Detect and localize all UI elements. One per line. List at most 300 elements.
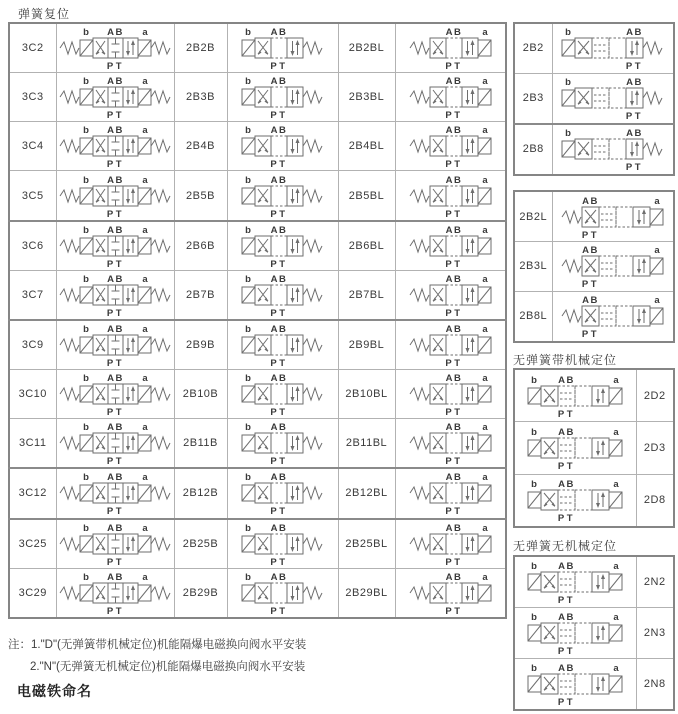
- svg-text:PT: PT: [270, 506, 288, 517]
- valve-symbol-wb: [560, 126, 665, 172]
- svg-text:PT: PT: [106, 208, 124, 219]
- valve-symbol-dd: [526, 477, 624, 523]
- svg-text:a: a: [141, 273, 148, 285]
- svg-text:b: b: [245, 125, 251, 137]
- right-table-row: [514, 422, 674, 474]
- model-code-model_3pos: 3C11: [9, 419, 56, 469]
- svg-text:PT: PT: [270, 208, 288, 219]
- svg-text:AB: AB: [445, 472, 463, 484]
- model-code-model_2pos_b: 2B25B: [174, 519, 227, 569]
- svg-text:b: b: [245, 76, 251, 88]
- valve-symbol-cell: [514, 474, 636, 527]
- svg-text:b: b: [531, 479, 538, 491]
- model-code: 2N8: [636, 658, 674, 710]
- right-table-row: [514, 369, 674, 422]
- svg-text:PT: PT: [445, 307, 463, 318]
- valve-symbol-cell: [227, 221, 338, 271]
- valve-symbol-b2: [240, 173, 325, 219]
- model-code-model_2pos_b: 2B3B: [174, 73, 227, 122]
- svg-text:PT: PT: [445, 605, 463, 616]
- svg-text:b: b: [245, 522, 251, 534]
- valve-symbol-b2: [240, 223, 325, 269]
- main-table-row: [9, 122, 506, 171]
- svg-text:AB: AB: [106, 174, 124, 186]
- right-table-row: [514, 23, 674, 73]
- section-title-detent: 无弹簧带机械定位: [513, 353, 618, 367]
- model-code-model_3pos: 3C12: [9, 468, 56, 518]
- svg-text:b: b: [245, 571, 251, 583]
- valve-symbol-cell: [552, 191, 674, 242]
- svg-text:AB: AB: [270, 472, 288, 484]
- svg-text:a: a: [482, 373, 488, 385]
- valve-symbol-cell: [552, 291, 674, 342]
- svg-text:b: b: [565, 128, 572, 140]
- svg-text:PT: PT: [558, 696, 576, 707]
- svg-text:AB: AB: [106, 76, 124, 88]
- valve-symbol-a2: [408, 272, 493, 318]
- svg-text:AB: AB: [106, 224, 124, 236]
- valve-symbol-cell: [227, 23, 338, 73]
- valve-symbol-a2: [408, 420, 493, 466]
- svg-text:PT: PT: [106, 110, 124, 121]
- svg-text:a: a: [654, 245, 660, 257]
- right-table-row: [514, 242, 674, 292]
- model-code-model_3pos: 3C7: [9, 270, 56, 320]
- svg-text:PT: PT: [106, 258, 124, 269]
- svg-text:PT: PT: [445, 110, 463, 121]
- right-table-row: [514, 73, 674, 123]
- main-table-row: [9, 320, 506, 370]
- svg-text:AB: AB: [582, 195, 600, 207]
- valve-symbol-wa: [560, 194, 665, 240]
- svg-text:AB: AB: [445, 125, 463, 137]
- svg-text:a: a: [482, 224, 488, 236]
- svg-text:AB: AB: [106, 323, 124, 335]
- right-table-row: [514, 658, 674, 710]
- valve-symbol-cell: [514, 608, 636, 659]
- right-table-row: [514, 556, 674, 608]
- svg-text:PT: PT: [445, 258, 463, 269]
- svg-text:PT: PT: [106, 407, 124, 418]
- svg-text:a: a: [482, 174, 488, 186]
- svg-text:b: b: [245, 323, 251, 335]
- valve-symbol-cell: [552, 124, 674, 175]
- valve-symbol-a2: [408, 25, 493, 71]
- svg-text:a: a: [613, 374, 619, 386]
- valve-symbol-cell: [56, 221, 174, 271]
- valve-symbol-cell: [395, 122, 506, 171]
- svg-text:PT: PT: [270, 605, 288, 616]
- model-code-model_2pos_a: 2B9BL: [338, 320, 395, 370]
- model-code-model_2pos_b: 2B29B: [174, 568, 227, 618]
- svg-text:AB: AB: [445, 273, 463, 285]
- valve-symbol-b2: [240, 371, 325, 417]
- svg-text:b: b: [82, 422, 89, 434]
- model-code-model_2pos_b: 2B9B: [174, 320, 227, 370]
- svg-text:a: a: [141, 522, 148, 534]
- svg-text:a: a: [613, 611, 619, 623]
- svg-text:b: b: [82, 323, 89, 335]
- right-table-row: [514, 291, 674, 342]
- svg-text:b: b: [82, 224, 89, 236]
- valve-symbol-c3: [58, 74, 173, 120]
- valve-symbol-dd: [526, 425, 624, 471]
- valve-symbol-cell: [395, 270, 506, 320]
- svg-text:AB: AB: [445, 224, 463, 236]
- no-detent-table: [513, 555, 675, 711]
- svg-text:b: b: [531, 611, 538, 623]
- svg-text:b: b: [82, 472, 89, 484]
- svg-text:AB: AB: [106, 273, 124, 285]
- svg-text:a: a: [141, 224, 148, 236]
- valve-symbol-b2: [240, 420, 325, 466]
- svg-text:AB: AB: [558, 662, 576, 674]
- svg-text:b: b: [531, 426, 538, 438]
- svg-text:PT: PT: [445, 556, 463, 567]
- svg-text:PT: PT: [445, 159, 463, 170]
- svg-text:b: b: [245, 373, 251, 385]
- svg-text:PT: PT: [106, 456, 124, 467]
- svg-text:PT: PT: [270, 110, 288, 121]
- svg-text:PT: PT: [558, 513, 576, 524]
- model-code-model_2pos_a: 2B2BL: [338, 23, 395, 73]
- valve-symbol-a2: [408, 570, 493, 616]
- main-table-row: [9, 73, 506, 122]
- right-table-row: [514, 124, 674, 175]
- main-valve-table: [8, 22, 507, 619]
- valve-symbol-cell: [227, 320, 338, 370]
- model-code: 2B8L: [514, 291, 552, 342]
- model-code-model_2pos_a: 2B10BL: [338, 370, 395, 419]
- valve-symbol-cell: [395, 419, 506, 469]
- svg-text:PT: PT: [270, 456, 288, 467]
- valve-symbol-c3: [58, 173, 173, 219]
- valve-symbol-cell: [514, 658, 636, 710]
- svg-text:AB: AB: [270, 27, 288, 39]
- valve-symbol-wa: [560, 243, 665, 289]
- valve-symbol-cell: [56, 568, 174, 618]
- svg-text:PT: PT: [626, 111, 644, 122]
- right-table-row: [514, 474, 674, 527]
- svg-text:PT: PT: [270, 357, 288, 368]
- valve-symbol-b2: [240, 272, 325, 318]
- svg-text:b: b: [82, 174, 89, 186]
- model-code-model_3pos: 3C10: [9, 370, 56, 419]
- svg-text:AB: AB: [270, 522, 288, 534]
- valve-symbol-cell: [227, 270, 338, 320]
- installation-notes: [8, 634, 306, 678]
- svg-text:AB: AB: [270, 571, 288, 583]
- svg-text:b: b: [82, 273, 89, 285]
- detent-table-body: [514, 369, 674, 527]
- svg-text:a: a: [141, 27, 148, 39]
- valve-symbol-cell: [56, 122, 174, 171]
- svg-text:PT: PT: [106, 307, 124, 318]
- footer-title-solenoid-naming: 电磁铁命名: [17, 683, 92, 699]
- svg-text:AB: AB: [106, 571, 124, 583]
- svg-text:a: a: [482, 571, 488, 583]
- model-code-model_2pos_b: 2B11B: [174, 419, 227, 469]
- main-table-row: [9, 221, 506, 271]
- model-code-model_2pos_a: 2B12BL: [338, 468, 395, 518]
- valve-symbol-cell: [395, 171, 506, 221]
- svg-text:a: a: [141, 323, 148, 335]
- valve-symbol-b2: [240, 322, 325, 368]
- valve-symbol-cell: [395, 73, 506, 122]
- model-code-model_2pos_b: 2B2B: [174, 23, 227, 73]
- svg-text:AB: AB: [558, 479, 576, 491]
- valve-symbol-c3: [58, 371, 173, 417]
- section-title-spring-return: 弹簧复位: [18, 7, 71, 21]
- svg-text:PT: PT: [558, 645, 576, 656]
- right-table-row: [514, 608, 674, 659]
- valve-symbol-cell: [395, 468, 506, 518]
- model-code: 2B8: [514, 124, 552, 175]
- model-code: 2D2: [636, 369, 674, 422]
- no-detent-table-body: [514, 556, 674, 710]
- svg-text:PT: PT: [270, 159, 288, 170]
- model-code-model_2pos_a: 2B11BL: [338, 419, 395, 469]
- main-table-row: [9, 23, 506, 73]
- svg-text:PT: PT: [270, 61, 288, 72]
- svg-text:b: b: [531, 662, 538, 674]
- svg-text:b: b: [82, 522, 89, 534]
- valve-symbol-cell: [395, 568, 506, 618]
- main-table-row: [9, 171, 506, 221]
- valve-symbol-cell: [56, 171, 174, 221]
- valve-symbol-wb: [560, 75, 665, 121]
- svg-text:a: a: [141, 174, 148, 186]
- valve-symbol-cell: [56, 519, 174, 569]
- valve-symbol-cell: [514, 556, 636, 608]
- svg-text:AB: AB: [445, 323, 463, 335]
- model-code-model_2pos_a: 2B7BL: [338, 270, 395, 320]
- svg-text:a: a: [482, 323, 488, 335]
- svg-text:b: b: [245, 27, 251, 39]
- spring-left-table-body: [514, 191, 674, 342]
- svg-text:a: a: [141, 472, 148, 484]
- svg-text:AB: AB: [445, 571, 463, 583]
- spring-right-table-body: [514, 23, 674, 175]
- svg-text:a: a: [141, 571, 148, 583]
- model-code: 2B2: [514, 23, 552, 73]
- svg-text:PT: PT: [106, 506, 124, 517]
- svg-text:a: a: [141, 125, 148, 137]
- svg-text:a: a: [613, 561, 619, 572]
- valve-symbol-cell: [514, 422, 636, 474]
- svg-text:AB: AB: [106, 125, 124, 137]
- svg-text:b: b: [531, 561, 538, 572]
- svg-text:PT: PT: [106, 605, 124, 616]
- valve-symbol-b2: [240, 25, 325, 71]
- valve-symbol-a2: [408, 521, 493, 567]
- svg-text:a: a: [482, 125, 488, 137]
- model-code-model_2pos_a: 2B29BL: [338, 568, 395, 618]
- valve-symbol-a2: [408, 470, 493, 516]
- svg-text:AB: AB: [558, 611, 576, 623]
- svg-text:PT: PT: [445, 61, 463, 72]
- spring-right-table: [513, 22, 675, 176]
- svg-text:b: b: [82, 571, 89, 583]
- main-table-row: [9, 568, 506, 618]
- model-code-model_3pos: 3C9: [9, 320, 56, 370]
- main-table-row: [9, 468, 506, 518]
- valve-symbol-cell: [56, 73, 174, 122]
- valve-symbol-cell: [56, 23, 174, 73]
- model-code-model_2pos_b: 2B12B: [174, 468, 227, 518]
- valve-symbol-cell: [552, 242, 674, 292]
- valve-symbol-cell: [395, 221, 506, 271]
- svg-text:PT: PT: [582, 229, 600, 240]
- section-title-no-detent: 无弹簧无机械定位: [513, 539, 618, 553]
- svg-text:b: b: [82, 373, 89, 385]
- svg-text:a: a: [141, 373, 148, 385]
- svg-text:AB: AB: [558, 374, 576, 386]
- main-table-body: [9, 23, 506, 618]
- model-code-model_3pos: 3C3: [9, 73, 56, 122]
- svg-text:AB: AB: [106, 472, 124, 484]
- svg-text:PT: PT: [445, 357, 463, 368]
- svg-text:PT: PT: [270, 407, 288, 418]
- valve-symbol-c3: [58, 570, 173, 616]
- svg-text:AB: AB: [270, 224, 288, 236]
- svg-text:PT: PT: [106, 61, 124, 72]
- svg-text:AB: AB: [270, 422, 288, 434]
- svg-text:PT: PT: [106, 357, 124, 368]
- model-code-model_2pos_b: 2B7B: [174, 270, 227, 320]
- svg-text:a: a: [482, 422, 488, 434]
- valve-symbol-cell: [227, 171, 338, 221]
- main-table-row: [9, 419, 506, 469]
- valve-symbol-b2: [240, 570, 325, 616]
- valve-symbol-cell: [227, 568, 338, 618]
- model-code-model_2pos_b: 2B5B: [174, 171, 227, 221]
- model-code: 2D8: [636, 474, 674, 527]
- valve-symbol-cell: [56, 468, 174, 518]
- svg-text:b: b: [565, 27, 572, 39]
- valve-symbol-dd: [526, 373, 624, 419]
- svg-text:AB: AB: [445, 27, 463, 39]
- svg-text:PT: PT: [558, 595, 576, 605]
- valve-symbol-b2: [240, 123, 325, 169]
- svg-text:PT: PT: [558, 408, 576, 419]
- model-code-model_2pos_b: 2B4B: [174, 122, 227, 171]
- valve-symbol-b2: [240, 74, 325, 120]
- valve-symbol-b2: [240, 521, 325, 567]
- svg-text:PT: PT: [270, 307, 288, 318]
- model-code-model_2pos_a: 2B4BL: [338, 122, 395, 171]
- svg-text:b: b: [245, 472, 251, 484]
- model-code-model_2pos_a: 2B3BL: [338, 73, 395, 122]
- valve-symbol-cell: [395, 519, 506, 569]
- svg-text:AB: AB: [582, 245, 600, 257]
- valve-symbol-a2: [408, 173, 493, 219]
- valve-symbol-cell: [552, 73, 674, 123]
- model-code: 2N3: [636, 608, 674, 659]
- model-code-model_3pos: 3C25: [9, 519, 56, 569]
- svg-text:AB: AB: [445, 174, 463, 186]
- valve-symbol-wb: [560, 25, 665, 71]
- model-code: 2N2: [636, 556, 674, 608]
- model-code-model_2pos_a: 2B6BL: [338, 221, 395, 271]
- svg-text:a: a: [613, 426, 619, 438]
- spring-left-table: [513, 190, 675, 343]
- svg-text:AB: AB: [626, 77, 644, 89]
- svg-text:PT: PT: [106, 556, 124, 567]
- svg-text:b: b: [245, 174, 251, 186]
- svg-text:a: a: [141, 76, 148, 88]
- svg-text:PT: PT: [445, 506, 463, 517]
- svg-text:a: a: [141, 422, 148, 434]
- valve-symbol-dd: [526, 661, 624, 707]
- valve-symbol-c3: [58, 420, 173, 466]
- valve-symbol-cell: [227, 419, 338, 469]
- valve-symbol-c3: [58, 322, 173, 368]
- valve-symbol-c3: [58, 272, 173, 318]
- valve-symbol-c3: [58, 25, 173, 71]
- svg-text:PT: PT: [558, 460, 576, 471]
- model-code-model_2pos_b: 2B10B: [174, 370, 227, 419]
- valve-symbol-a2: [408, 322, 493, 368]
- note-line-2: 2."N"(无弹簧无机械定位)机能隔爆电磁换向阀水平安装: [30, 661, 306, 673]
- svg-text:AB: AB: [106, 522, 124, 534]
- valve-symbol-cell: [227, 519, 338, 569]
- svg-text:a: a: [482, 273, 488, 285]
- model-code: 2B2L: [514, 191, 552, 242]
- model-code-model_2pos_a: 2B5BL: [338, 171, 395, 221]
- svg-text:AB: AB: [558, 426, 576, 438]
- model-code-model_2pos_a: 2B25BL: [338, 519, 395, 569]
- svg-text:b: b: [531, 374, 538, 386]
- svg-text:a: a: [654, 295, 660, 307]
- svg-text:AB: AB: [106, 27, 124, 39]
- valve-symbol-c3: [58, 123, 173, 169]
- svg-text:b: b: [565, 77, 572, 89]
- svg-text:b: b: [82, 27, 89, 39]
- svg-text:AB: AB: [270, 273, 288, 285]
- valve-symbol-cell: [56, 270, 174, 320]
- svg-text:PT: PT: [270, 556, 288, 567]
- model-code-model_3pos: 3C2: [9, 23, 56, 73]
- svg-text:AB: AB: [445, 522, 463, 534]
- valve-symbol-c3: [58, 521, 173, 567]
- valve-symbol-cell: [227, 122, 338, 171]
- model-code-model_3pos: 3C6: [9, 221, 56, 271]
- model-code-model_2pos_b: 2B6B: [174, 221, 227, 271]
- model-code-model_3pos: 3C5: [9, 171, 56, 221]
- svg-text:AB: AB: [270, 174, 288, 186]
- main-table-row: [9, 370, 506, 419]
- valve-symbol-cell: [227, 370, 338, 419]
- svg-text:AB: AB: [558, 561, 576, 572]
- svg-text:b: b: [245, 422, 251, 434]
- valve-symbol-wa: [560, 293, 665, 339]
- svg-text:a: a: [482, 472, 488, 484]
- svg-text:PT: PT: [445, 407, 463, 418]
- valve-symbol-cell: [56, 419, 174, 469]
- svg-text:AB: AB: [445, 76, 463, 88]
- valve-symbol-dd: [526, 559, 624, 605]
- model-code-model_3pos: 3C29: [9, 568, 56, 618]
- svg-text:AB: AB: [270, 125, 288, 137]
- svg-text:AB: AB: [270, 323, 288, 335]
- model-code: 2B3: [514, 73, 552, 123]
- svg-text:AB: AB: [626, 128, 644, 140]
- valve-symbol-c3: [58, 223, 173, 269]
- svg-text:a: a: [613, 479, 619, 491]
- valve-symbol-a2: [408, 223, 493, 269]
- valve-symbol-cell: [227, 468, 338, 518]
